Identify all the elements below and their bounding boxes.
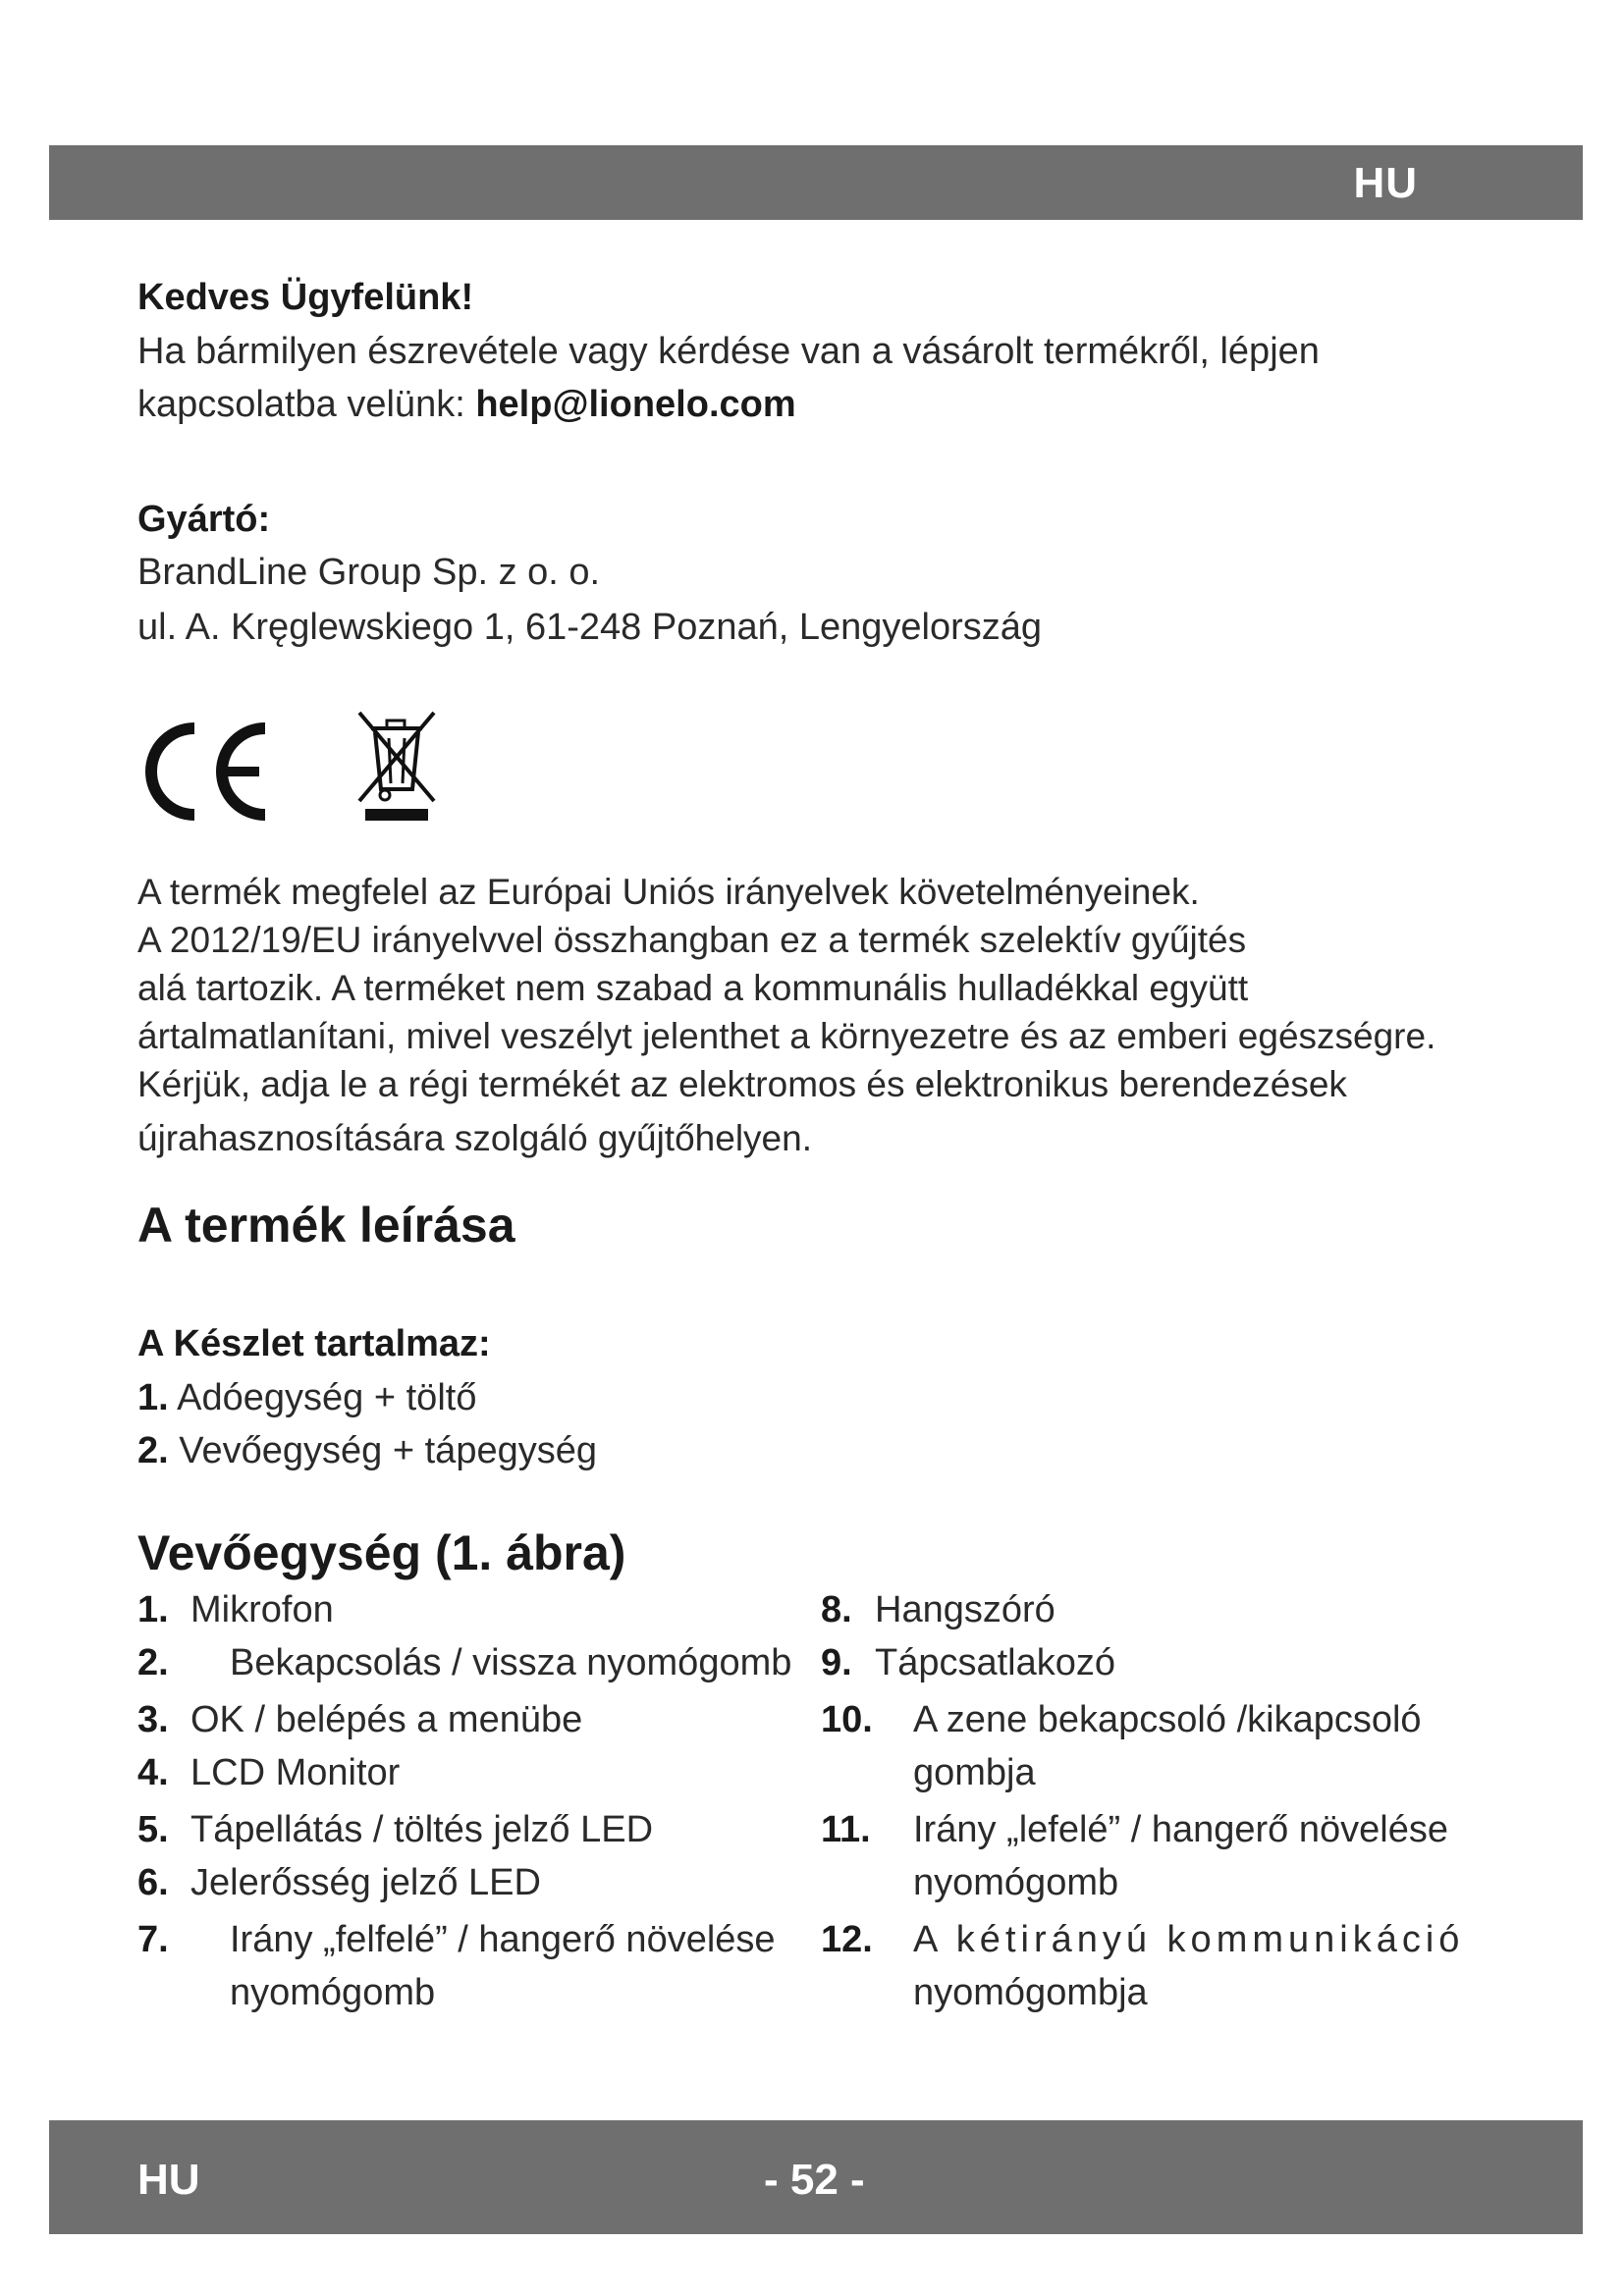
part-label: nyomógomb [913,1862,1119,1903]
manufacturer-name: BrandLine Group Sp. z o. o. [137,552,601,593]
part-label: LCD Monitor [190,1752,401,1793]
kit-item [137,1424,597,1477]
part-label: Hangszóró [875,1589,1056,1630]
part-number: 11. [821,1809,871,1850]
description-title: A termék leírása [137,1198,515,1253]
kit-item-number: 1. [137,1377,169,1418]
manufacturer-address: ul. A. Kręglewskiego 1, 61-248 Poznań, Lengyelország [137,607,1043,648]
greeting-line-1: Ha bármilyen észrevétele vagy kérdése van a vásárolt termékről, lépjen [137,331,1320,372]
part-label: gombja [913,1752,1036,1793]
compliance-line: A termék megfelel az Európai Uniós irányelvek követelményeinek. [137,872,1200,912]
part-label: Tápellátás / töltés jelző LED [190,1809,654,1850]
part-number: 8. [821,1589,852,1630]
footer-language: HU [137,2156,200,2204]
part-label: Irány „lefelé” / hangerő növelése [913,1809,1448,1850]
compliance-line: A 2012/19/EU irányelvvel összhangban ez a termék szelektív gyűjtés [137,920,1247,960]
header-language: HU [1353,159,1418,207]
part-number: 12. [821,1919,873,1960]
kit-item [137,1371,476,1424]
ce-mark-icon [137,719,275,827]
page-number: - 52 - [764,2156,865,2204]
part-number: 1. [137,1589,169,1630]
kit-item-text: Adóegység + töltő [177,1377,477,1418]
manufacturer-title: Gyártó: [137,499,271,540]
crossed-bin-icon [352,707,440,825]
part-number: 9. [821,1642,852,1683]
part-label: OK / belépés a menübe [190,1699,583,1740]
compliance-line: ártalmatlanítani, mivel veszélyt jelenthet a környezetre és az emberi egészségre. [137,1016,1436,1056]
header-bar [49,145,1583,220]
part-number: 10. [821,1699,873,1740]
part-label: A kétirányú kommunikáció [913,1919,1465,1960]
footer-bar [49,2120,1583,2234]
contact-email[interactable]: help@lionelo.com [475,384,796,425]
part-label: Tápcsatlakozó [875,1642,1116,1683]
part-label: nyomógombja [913,1972,1148,2013]
part-label: Jelerősség jelző LED [190,1862,541,1903]
compliance-line: alá tartozik. A terméket nem szabad a kommunális hulladékkal együtt [137,968,1249,1008]
part-number: 2. [137,1642,169,1683]
compliance-line: újrahasznosítására szolgáló gyűjtőhelyen. [137,1118,812,1158]
part-label: Irány „felfelé” / hangerő növelése [230,1919,776,1960]
greeting-title: Kedves Ügyfelünk! [137,277,474,318]
compliance-text [137,868,1512,1162]
certification-icons [137,707,530,825]
kit-title: A Készlet tartalmaz: [137,1323,491,1364]
part-number: 4. [137,1752,169,1793]
compliance-line: Kérjük, adja le a régi termékét az elektromos és elektronikus berendezések [137,1064,1347,1104]
kit-item-text: Vevőegység + tápegység [179,1430,597,1471]
part-label: A zene bekapcsoló /kikapcsoló [913,1699,1422,1740]
part-number: 7. [137,1919,169,1960]
receiver-title: Vevőegység (1. ábra) [137,1525,626,1580]
part-number: 3. [137,1699,169,1740]
greeting-prefix: kapcsolatba velünk: [137,384,476,425]
greeting-line-2 [137,378,796,431]
part-label: Bekapcsolás / vissza nyomógomb [230,1642,792,1683]
part-number: 6. [137,1862,169,1903]
part-label: nyomógomb [230,1972,436,2013]
part-label: Mikrofon [190,1589,334,1630]
part-number: 5. [137,1809,169,1850]
kit-item-number: 2. [137,1430,169,1471]
